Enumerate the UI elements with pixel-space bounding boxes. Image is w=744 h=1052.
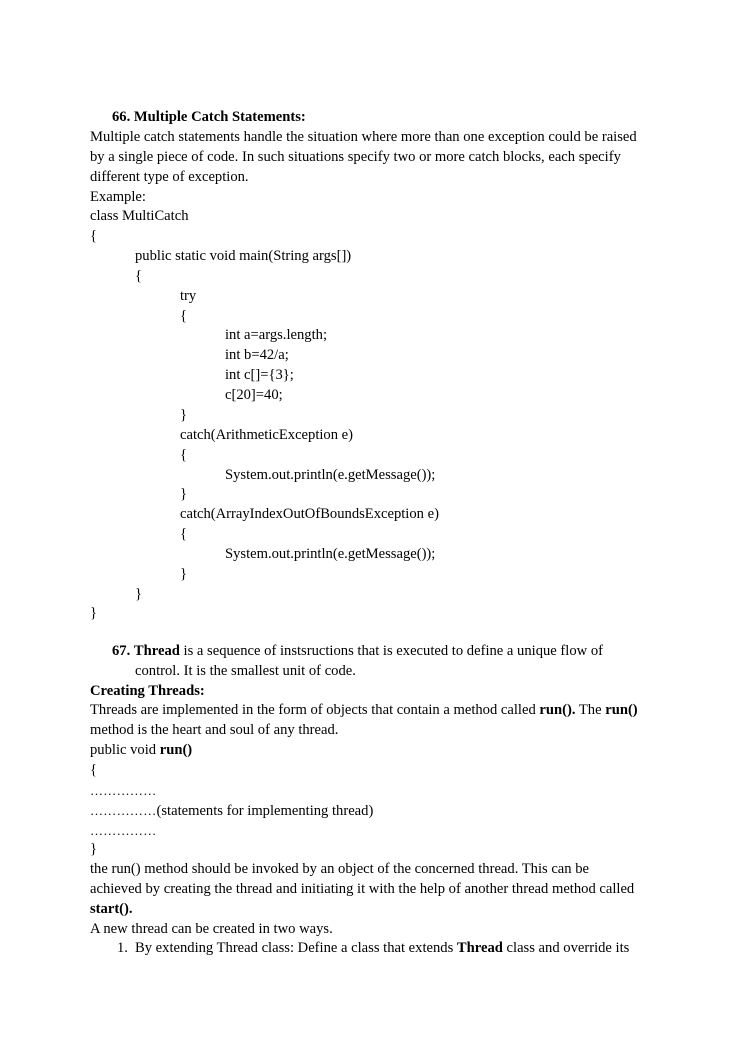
paragraph-line: control. It is the smallest unit of code.: [135, 663, 356, 679]
code-line: {: [180, 447, 188, 463]
paragraph-line: method is the heart and soul of any thread.: [90, 722, 339, 738]
code-line: int b=42/a;: [225, 347, 289, 363]
placeholder-dots: ……………: [90, 823, 157, 838]
list-item-number: 1.: [117, 940, 128, 956]
code-line: int c[]={3};: [225, 367, 294, 383]
example-label: Example:: [90, 189, 146, 205]
paragraph-line: the run() method should be invoked by an object of the concerned thread. This can be: [90, 861, 590, 877]
code-line: }: [180, 486, 188, 502]
list-item: By extending Thread class: Define a class that extends Thread class and override its: [135, 940, 630, 956]
paragraph-line: different type of exception.: [90, 169, 249, 185]
code-line: }: [180, 407, 188, 423]
code-line: {: [180, 526, 188, 542]
placeholder-dots: ……………: [90, 783, 157, 798]
code-line: {: [180, 308, 188, 324]
paragraph-line: by a single piece of code. In such situations specify two or more catch blocks, each specify: [90, 149, 621, 165]
code-line: c[20]=40;: [225, 387, 283, 403]
code-line: {: [90, 228, 98, 244]
paragraph-line: achieved by creating the thread and initiating it with the help of another thread method called: [90, 881, 635, 897]
code-line: class MultiCatch: [90, 208, 189, 224]
section-67-definition: 67. Thread is a sequence of instsructions that is executed to define a unique flow of: [112, 643, 603, 659]
code-line: System.out.println(e.getMessage());: [225, 546, 436, 562]
code-line: {: [135, 268, 143, 284]
code-line: catch(ArrayIndexOutOfBoundsException e): [180, 506, 439, 522]
code-line: }: [180, 566, 188, 582]
code-line: catch(ArithmeticException e): [180, 427, 354, 443]
code-line: }: [135, 586, 143, 602]
subheading: Creating Threads:: [90, 683, 205, 699]
code-line: ……………(statements for implementing thread): [90, 803, 374, 819]
paragraph-line: Multiple catch statements handle the situation where more than one exception could be raised: [90, 129, 637, 145]
code-line: public void run(): [90, 742, 193, 758]
code-line: int a=args.length;: [225, 327, 327, 343]
paragraph-line: A new thread can be created in two ways.: [90, 921, 333, 937]
code-line: }: [90, 841, 98, 857]
code-line: public static void main(String args[]): [135, 248, 352, 264]
code-line: System.out.println(e.getMessage());: [225, 467, 436, 483]
section-66-heading: 66. Multiple Catch Statements:: [112, 109, 306, 125]
paragraph-line: Threads are implemented in the form of objects that contain a method called run(). The run(): [90, 702, 638, 718]
paragraph-line: start().: [90, 901, 133, 917]
code-line: {: [90, 762, 98, 778]
code-line: }: [90, 605, 98, 621]
code-line: try: [180, 288, 197, 304]
